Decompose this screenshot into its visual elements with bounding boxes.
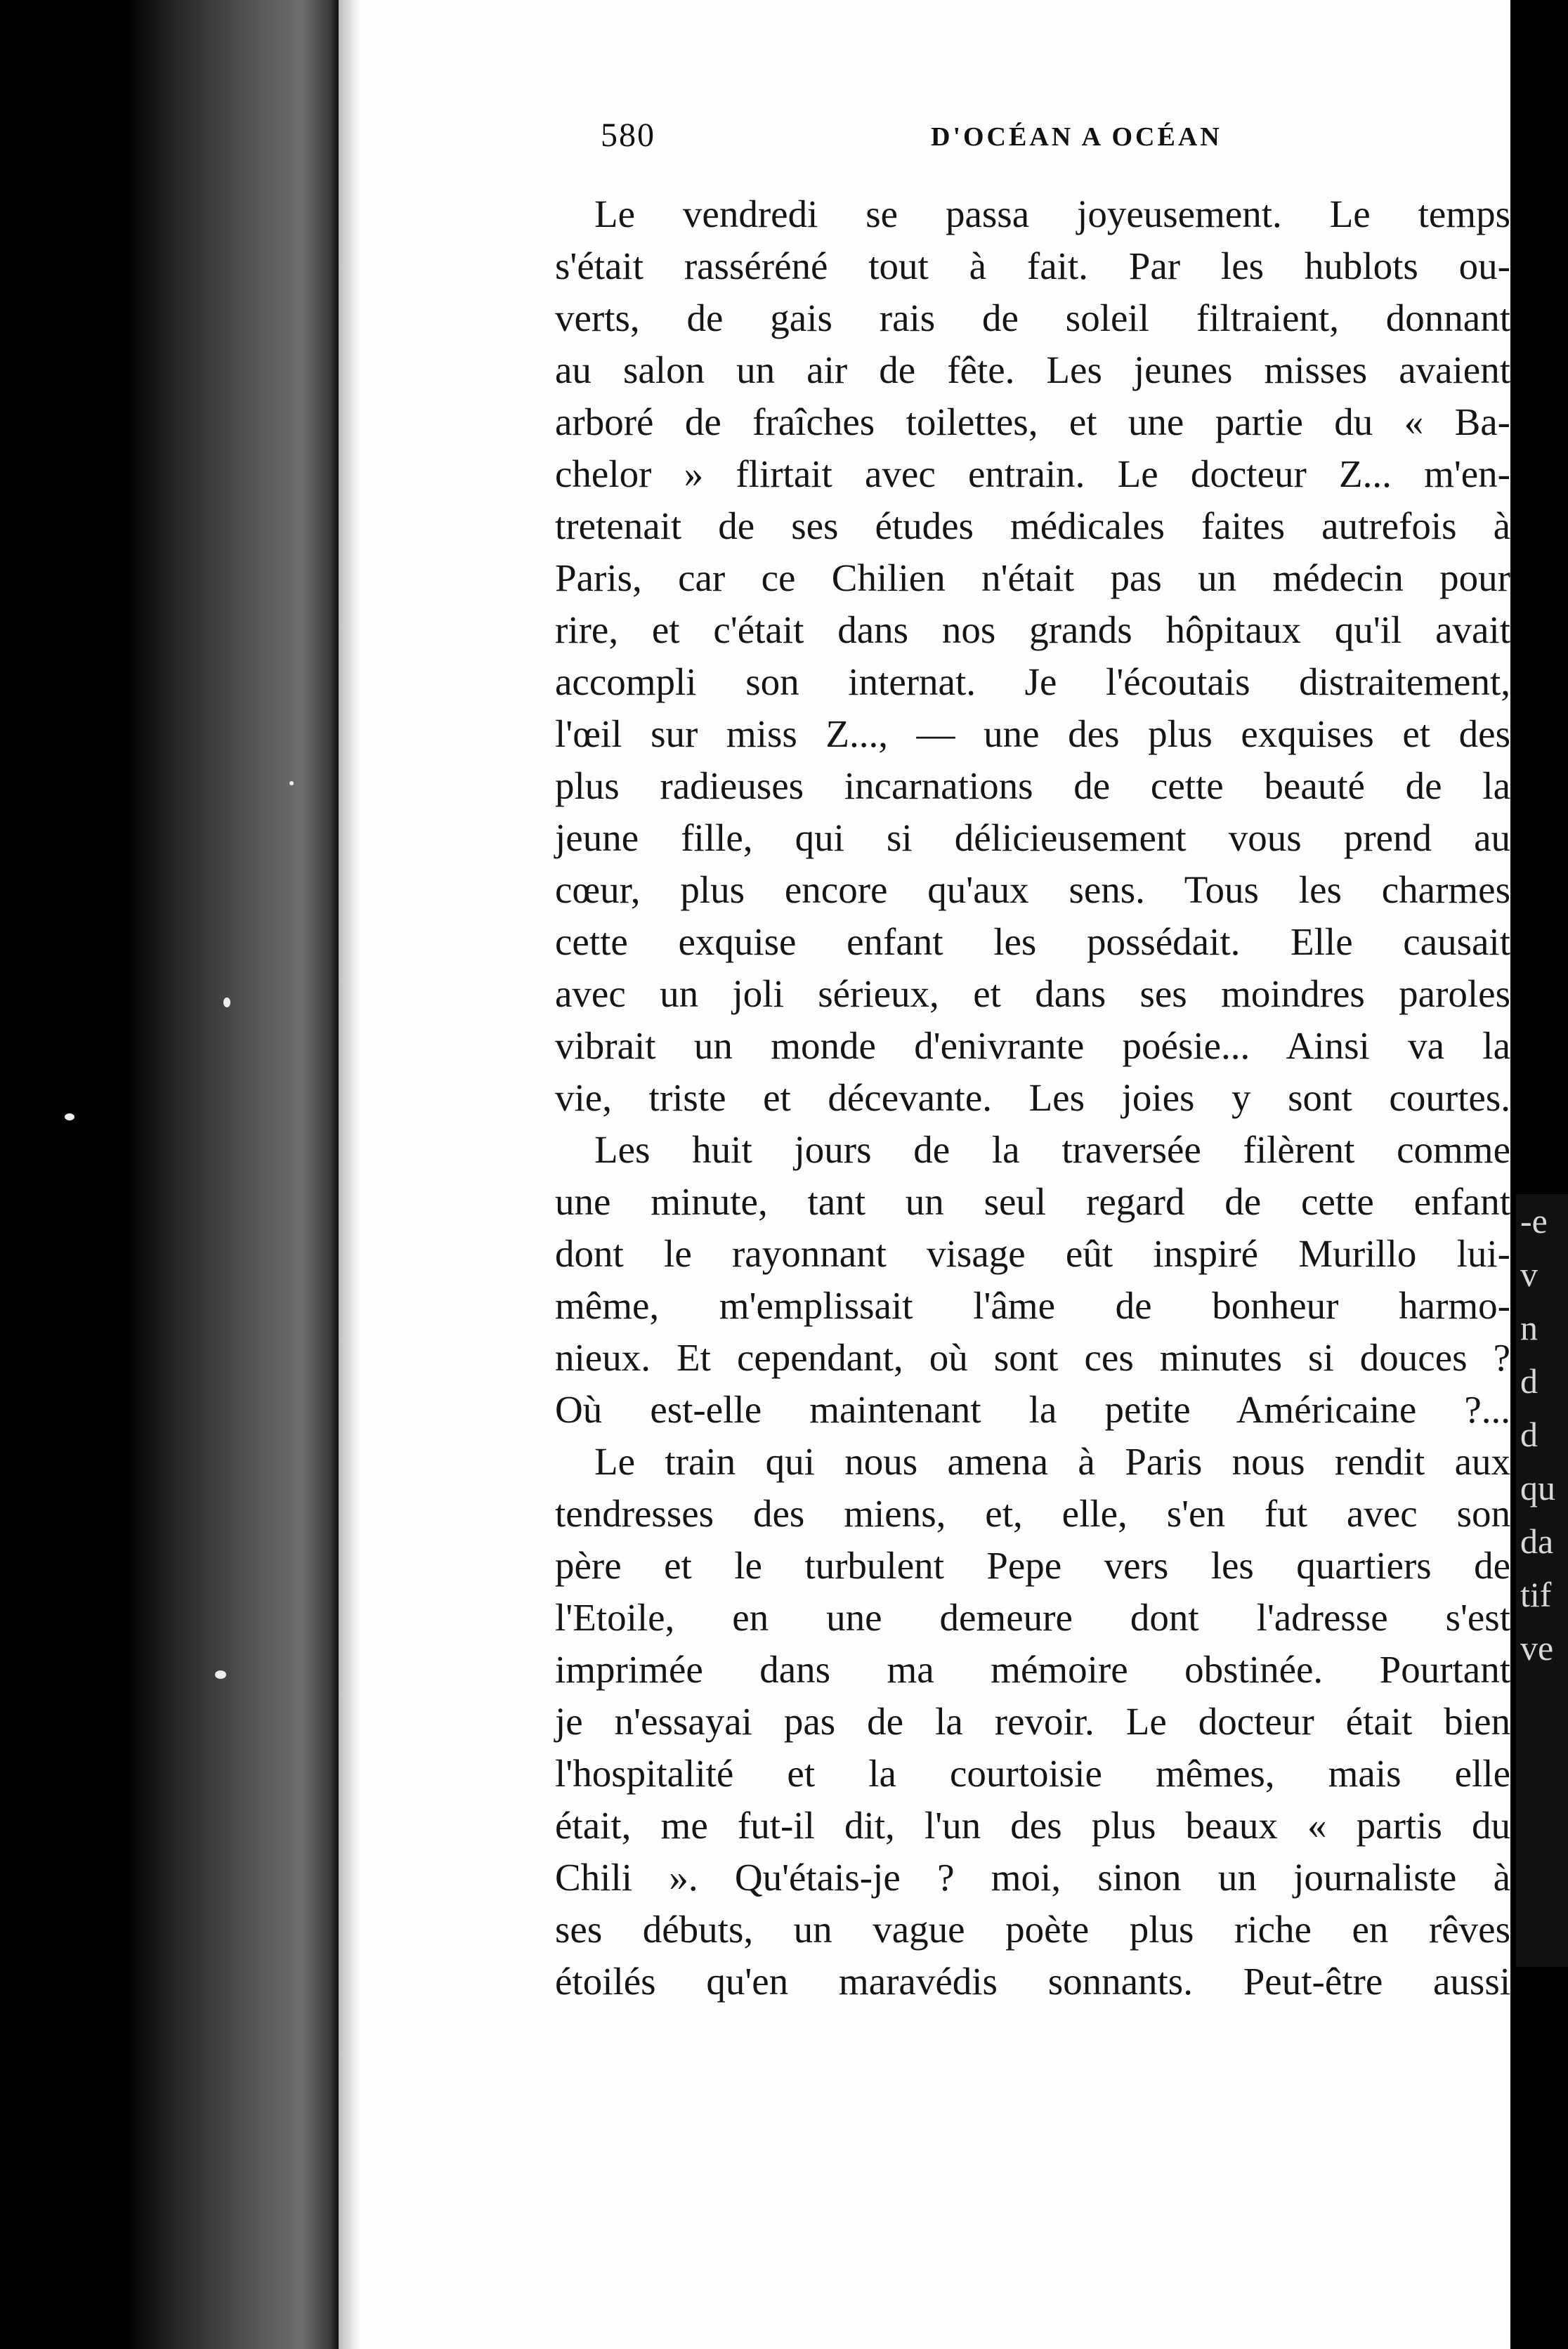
facing-page-text: da <box>1520 1522 1554 1561</box>
text-line: Où est-elle maintenant la petite Américaine ?... <box>555 1388 1510 1431</box>
text-line: l'Etoile, en une demeure dont l'adresse s'est <box>555 1596 1510 1639</box>
text-line: avec un joli sérieux, et dans ses moindres paroles <box>555 972 1510 1015</box>
text-line: l'œil sur miss Z..., — une des plus exquises et des <box>555 712 1510 755</box>
text-line: une minute, tant un seul regard de cette enfant <box>555 1180 1510 1223</box>
running-title: D'OCÉAN A OCÉAN <box>931 122 1222 152</box>
facing-page-text: tif <box>1520 1575 1552 1614</box>
text-line: Paris, car ce Chilien n'était pas un médecin pour <box>555 556 1510 599</box>
text-line: tendresses des miens, et, elle, s'en fut avec son <box>555 1492 1510 1535</box>
text-line: tretenait de ses études médicales faites autrefois à <box>555 504 1510 547</box>
right-gutter <box>1510 0 1568 2349</box>
text-line: s'était rasséréné tout à fait. Par les hublots ou- <box>555 244 1510 287</box>
dust-speck <box>289 781 294 785</box>
text-line: Le train qui nous amena à Paris nous rendit aux <box>594 1440 1510 1483</box>
text-line: même, m'emplissait l'âme de bonheur harmo- <box>555 1284 1510 1327</box>
text-line: Les huit jours de la traversée filèrent comme <box>594 1128 1510 1171</box>
text-line: imprimée dans ma mémoire obstinée. Pourtant <box>555 1648 1510 1691</box>
text-line: verts, de gais rais de soleil filtraient, donnant <box>555 296 1510 339</box>
text-line: ses débuts, un vague poète plus riche en rêves <box>555 1908 1510 1951</box>
text-line: Le vendredi se passa joyeusement. Le temps <box>594 192 1510 235</box>
dust-speck <box>223 997 230 1007</box>
facing-page-text: qu <box>1520 1468 1555 1507</box>
text-line: père et le turbulent Pepe vers les quartiers de <box>555 1544 1510 1587</box>
facing-page-fragment <box>1516 1194 1568 1967</box>
text-line: au salon un air de fête. Les jeunes misses avaient <box>555 348 1510 391</box>
text-line: vie, triste et décevante. Les joies y sont courtes. <box>555 1076 1510 1119</box>
text-line: vibrait un monde d'enivrante poésie... Ainsi va la <box>555 1024 1510 1067</box>
dust-speck <box>215 1670 226 1679</box>
text-line: étoilés qu'en maravédis sonnants. Peut-être aussi <box>555 1960 1510 2003</box>
text-line: chelor » flirtait avec entrain. Le docteur Z... m'en- <box>555 452 1510 495</box>
text-line: plus radieuses incarnations de cette beauté de la <box>555 764 1510 807</box>
text-line: Chili ». Qu'étais-je ? moi, sinon un journaliste à <box>555 1856 1510 1899</box>
text-line: dont le rayonnant visage eût inspiré Murillo lui- <box>555 1232 1510 1275</box>
facing-page-text: d <box>1520 1361 1538 1401</box>
dust-speck <box>65 1113 74 1120</box>
facing-page-text: -e <box>1520 1201 1548 1241</box>
text-line: nieux. Et cependant, où sont ces minutes si douces ? <box>555 1336 1510 1379</box>
facing-page-text: v <box>1520 1255 1538 1294</box>
text-line: accompli son internat. Je l'écoutais distraitement, <box>555 660 1510 703</box>
text-line: était, me fut-il dit, l'un des plus beaux « partis du <box>555 1804 1510 1847</box>
text-line: je n'essayai pas de la revoir. Le docteur était bien <box>555 1700 1510 1743</box>
text-line: arboré de fraîches toilettes, et une partie du « Ba- <box>555 400 1510 443</box>
facing-page-text: n <box>1520 1308 1538 1347</box>
page-number: 580 <box>601 117 655 154</box>
book-binding <box>0 0 339 2349</box>
running-head <box>601 116 1303 172</box>
text-line: rire, et c'était dans nos grands hôpitaux qu'il avait <box>555 608 1510 651</box>
text-line: jeune fille, qui si délicieusement vous prend au <box>555 816 1510 859</box>
facing-page-text: d <box>1520 1415 1538 1454</box>
text-line: l'hospitalité et la courtoisie mêmes, mais elle <box>555 1752 1510 1795</box>
page-shadow <box>339 0 360 2349</box>
facing-page-text: ve <box>1520 1628 1554 1668</box>
text-line: cette exquise enfant les possédait. Elle causait <box>555 920 1510 963</box>
text-line: cœur, plus encore qu'aux sens. Tous les charmes <box>555 868 1510 911</box>
